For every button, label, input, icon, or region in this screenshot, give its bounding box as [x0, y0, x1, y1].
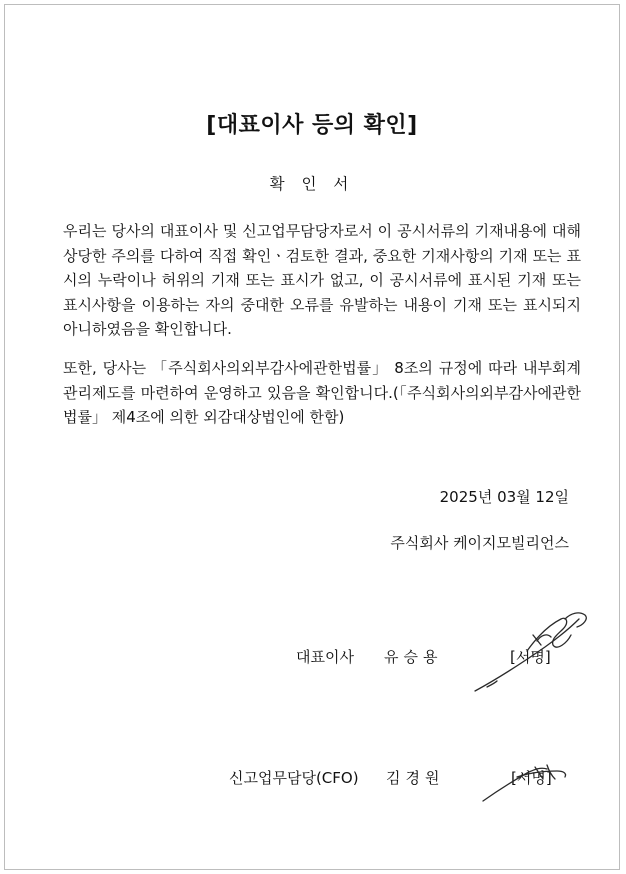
signatory-2-stamp: [서명] [511, 769, 552, 787]
document-date: 2025년 03월 12일 [439, 488, 569, 506]
signature-2-handwriting [477, 757, 572, 805]
page-title: [대표이사 등의 확인] [206, 113, 418, 138]
paragraph-internal-control: 또한, 당사는 「주식회사의외부감사에관한법률」 8조의 규정에 따라 내부회계관리제도를 마련하여 운영하고 있음을 확인합니다.(「주식회사의외부감사에관한법률」 제4조에 의한 외감대상법인에 한함) [63, 359, 581, 427]
company-name: 주식회사 케이지모빌리언스 [390, 534, 569, 552]
signatory-1-name: 유승용 [384, 648, 443, 666]
document-page [4, 4, 620, 870]
document-subtitle: 확 인 서 [269, 175, 355, 193]
signature-1-handwriting [467, 605, 597, 697]
signatory-2-name: 김경원 [386, 769, 445, 787]
signatory-1-stamp: [서명] [510, 648, 551, 666]
signatory-1-role: 대표이사 [296, 648, 354, 666]
paragraph-confirmation: 우리는 당사의 대표이사 및 신고업무담당자로서 이 공시서류의 기재내용에 대해 상당한 주의를 다하여 직접 확인ㆍ검토한 결과, 중요한 기재사항의 기재 또는 표시의 누락이나 허위의 기재 또는 표시가 없고, 이 공시서류에 표시된 기재 또는 표시사항을 이용하는 자의 중대한 오류를 유발하는 내용이 기재 또는 표시되지 아니하였음을 확인합니다. [63, 222, 581, 339]
signatory-2-role: 신고업무담당(CFO) [229, 769, 359, 787]
